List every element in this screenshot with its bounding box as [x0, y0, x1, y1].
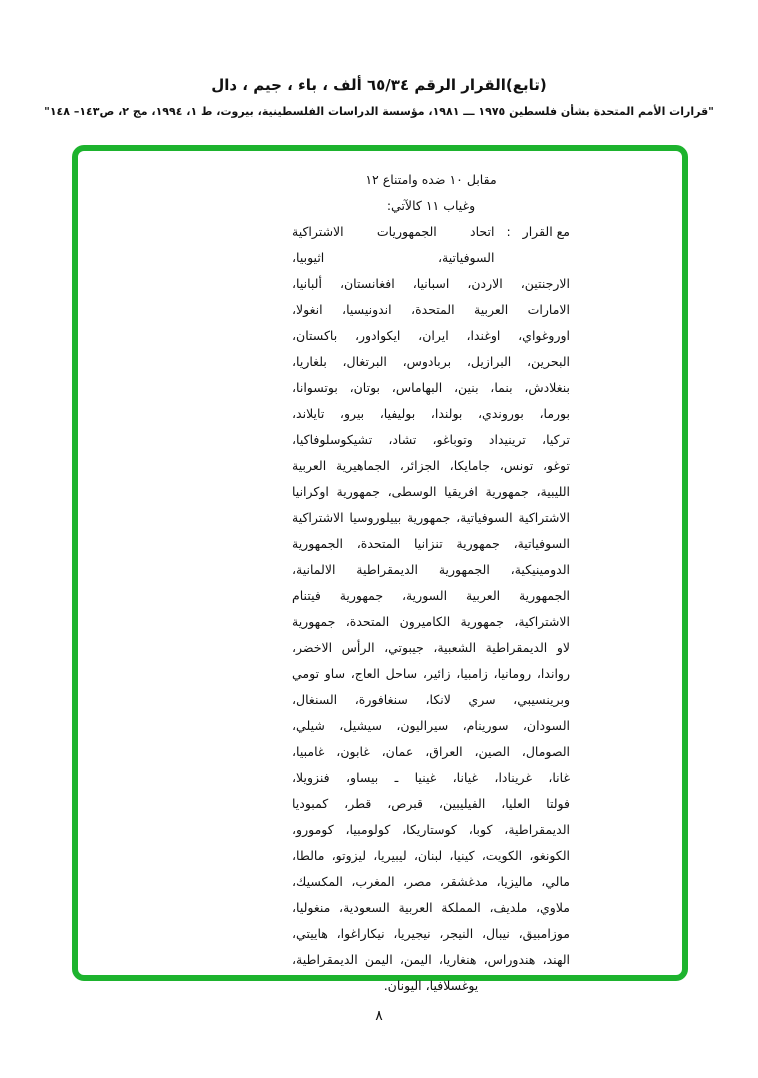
vote-count-line: مقابل ١٠ ضده وامتناع ١٢ — [365, 172, 497, 187]
country-list-line: الديمقراطية، كوبا، كوستاريكا، كولومبيا، كومورو، — [292, 822, 570, 837]
source-citation: "قرارات الأمم المتحدة بشأن فلسطين ١٩٧٥ ـــ ١٩٨١، مؤسسة الدراسات الفلسطينية، بيروت، ط ١، ١٩٩٤، مج ٢، ص١٤٣– ١٤٨" — [44, 105, 714, 118]
country-list-line: موزامبيق، نيبال، النيجر، نيجيريا، نيكاراغوا، هاييتي، — [292, 926, 570, 941]
country-list-line: البحرين، البرازيل، بربادوس، البرتغال، بلغاريا، — [292, 354, 570, 369]
country-list-line: الارجنتين، الاردن، اسبانيا، افغانستان، ألبانيا، — [292, 276, 570, 291]
vote-count-line: وغياب ١١ كالآتي: — [386, 198, 476, 213]
country-list-line: اوروغواي، اوغندا، ايران، ايكوادور، باكستان، — [292, 328, 570, 343]
vote-with-label: مع القرار — [522, 224, 570, 239]
country-list-line: الهند، هندوراس، هنغاريا، اليمن، اليمن الديمقراطية، — [292, 952, 570, 967]
country-list-line: لاو الديمقراطية الشعبية، جيبوتي، الرأس الاخضر، — [292, 640, 570, 655]
country-list-line: الليبية، جمهورية افريقيا الوسطى، جمهورية اوكرانيا — [292, 484, 570, 499]
country-list-line: السوفياتية، جمهورية تنزانيا المتحدة، الجمهورية — [292, 536, 570, 551]
country-list-line: رواندا، رومانيا، زامبيا، زائير، ساحل العاج، ساو تومي — [292, 666, 570, 681]
vote-with-row — [292, 219, 570, 271]
page-title: (تابع)القرار الرقم ٦٥/٣٤ ألف ، باء ، جيم ، دال — [211, 76, 547, 94]
country-list-line: غانا، غرينادا، غيانا، غينيا ـ بيساو، فنزويلا، — [292, 770, 570, 785]
country-list-line: الكونغو، الكويت، كينيا، لبنان، ليبيريا، ليزوتو، مالطا، — [292, 848, 570, 863]
country-list-line: الاشتراكية، جمهورية الكاميرون المتحدة، جمهورية — [292, 614, 570, 629]
resolution-text-content — [292, 167, 570, 999]
country-list-line: الجمهورية العربية السورية، جمهورية فيتنام — [292, 588, 570, 603]
country-list-line: الاشتراكية السوفياتية، جمهورية بييلوروسيا الاشتراكية — [292, 510, 570, 525]
country-list-line: الامارات العربية المتحدة، اندونيسيا، انغولا، — [292, 302, 570, 317]
country-list-line: ملاوي، ملديف، المملكة العربية السعودية، منغوليا، — [292, 900, 570, 915]
country-list-line: الدومينيكية، الجمهورية الديمقراطية الالمانية، — [292, 562, 570, 577]
country-list-line: الصومال، الصين، العراق، عمان، غابون، غامبيا، — [292, 744, 570, 759]
colon-separator: : — [506, 224, 511, 239]
country-list-line: توغو، تونس، جامايكا، الجزائر، الجماهيرية العربية — [292, 458, 570, 473]
country-list-line: اتحاد الجمهوريات الاشتراكية السوفياتية، اثيوبيا، — [292, 224, 495, 265]
country-list-line: تركيا، ترينيداد وتوباغو، تشاد، تشيكوسلوفاكيا، — [292, 432, 570, 447]
page-number: ٨ — [375, 1008, 383, 1024]
country-list-line: مالي، ماليزيا، مدغشقر، مصر، المغرب، المكسيك، — [292, 874, 570, 889]
country-list-line: بنغلادش، بنما، بنين، البهاماس، بوتان، بوتسوانا، — [292, 380, 570, 395]
resolution-text-box — [72, 145, 688, 993]
country-list-line: يوغسلافيا، اليونان. — [383, 978, 479, 993]
country-list-line: وبرينسيبي، سري لانكا، سنغافورة، السنغال، — [292, 692, 570, 707]
country-list-line: فولتا العليا، الفيليبين، قبرص، قطر، كمبوديا — [292, 796, 570, 811]
country-list — [292, 271, 570, 999]
country-list-line: السودان، سورينام، سيراليون، سيشيل، شيلي، — [292, 718, 570, 733]
country-list-line: بورما، بوروندي، بولندا، بوليفيا، بيرو، تايلاند، — [292, 406, 570, 421]
